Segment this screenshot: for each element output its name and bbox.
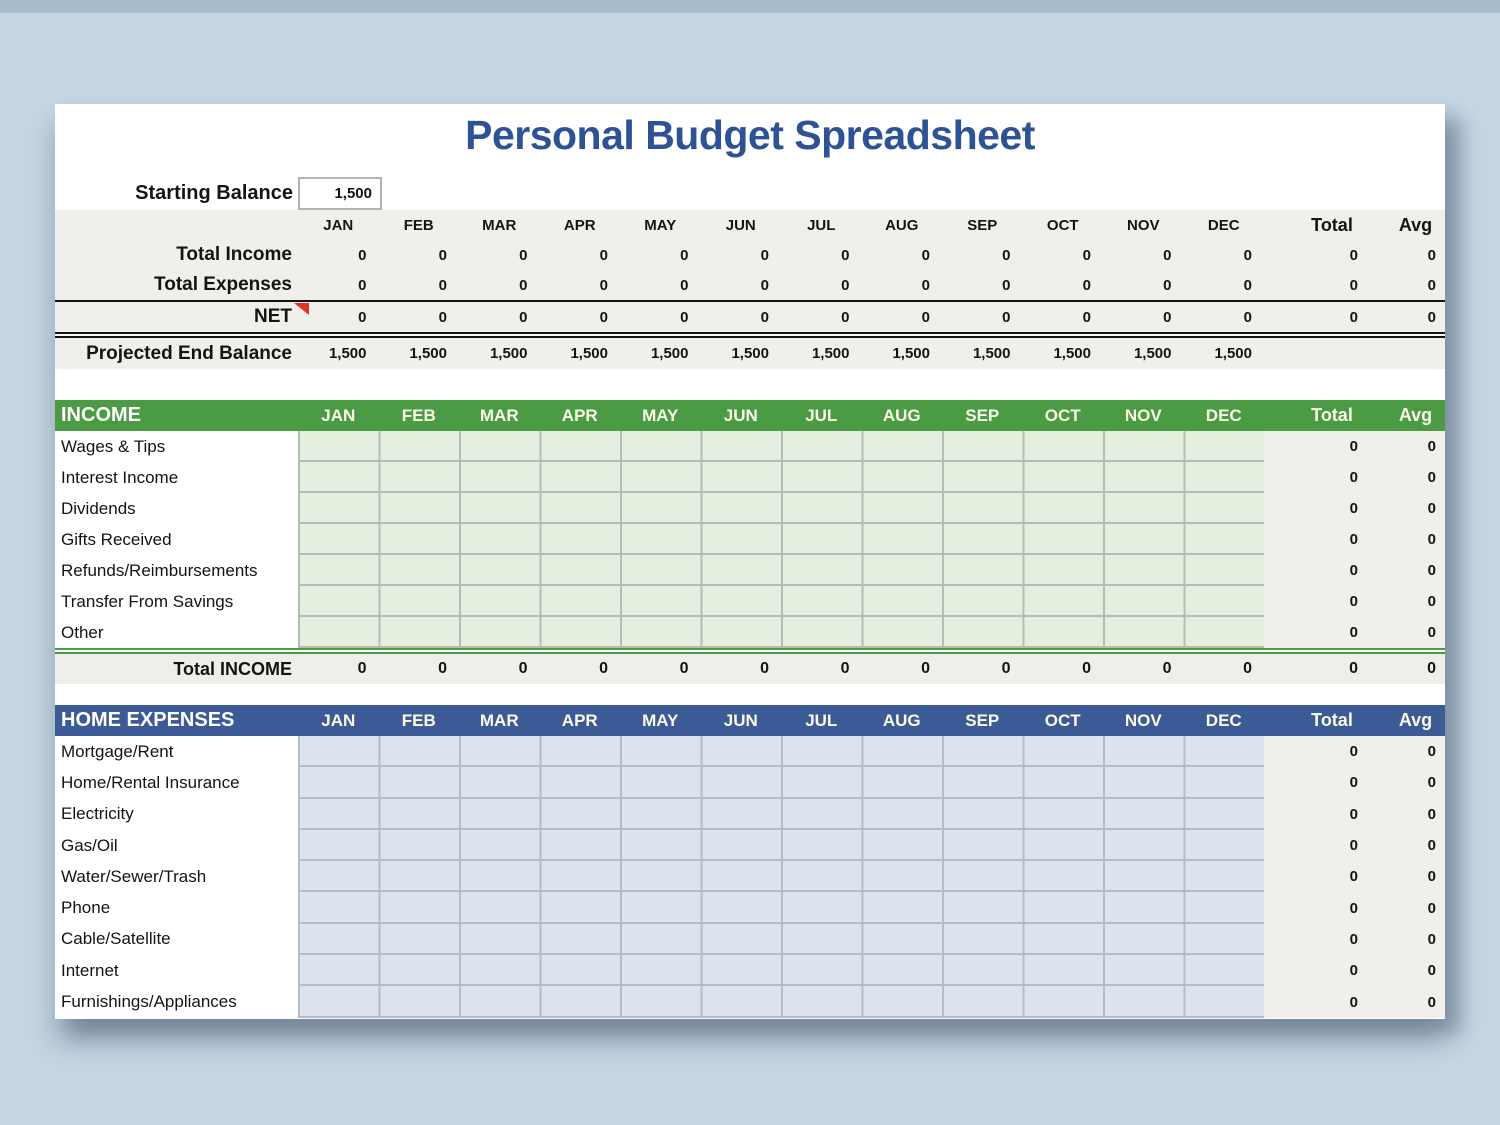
month-header-jan: JAN	[321, 710, 356, 730]
home-expenses-section	[55, 705, 1445, 1018]
empty-total-cell	[1264, 338, 1386, 369]
avg-value-cell: 0	[1427, 660, 1436, 677]
row-total-cell: 0	[1264, 986, 1386, 1017]
total-column-header: Total	[1311, 405, 1353, 425]
month-value-cell: 0	[1082, 308, 1091, 326]
row-label-cell[interactable]: Gifts Received	[55, 524, 298, 555]
starting-balance-label: Starting Balance	[135, 182, 293, 204]
row-total-cell: 0	[1264, 736, 1386, 767]
row-avg-cell: 0	[1386, 617, 1445, 648]
row-label: NET	[254, 306, 292, 327]
month-header-sep: SEP	[965, 710, 1000, 730]
month-header-dec: DEC	[1207, 216, 1240, 234]
month-value-cell: 0	[358, 308, 367, 326]
month-value-cell: 0	[680, 276, 689, 294]
row-avg-cell: 0	[1386, 555, 1445, 586]
expense-row	[55, 767, 1445, 798]
avg-column-header: Avg	[1398, 710, 1433, 730]
expense-row	[55, 955, 1445, 986]
month-value-cell: 0	[438, 660, 447, 677]
month-value-cell: 0	[680, 246, 689, 264]
month-header-sep: SEP	[967, 216, 998, 234]
month-value-cell: 0	[438, 246, 447, 264]
row-avg-cell: 0	[1386, 493, 1445, 524]
total-column-header: Total	[1311, 710, 1353, 730]
month-value-cell: 0	[519, 276, 528, 294]
row-label-cell[interactable]: Gas/Oil	[55, 830, 298, 861]
month-cells-strip[interactable]	[298, 555, 1264, 586]
month-cells-strip[interactable]	[298, 986, 1264, 1017]
income-row	[55, 586, 1445, 617]
row-label-cell[interactable]: Phone	[55, 892, 298, 923]
window-top-strip	[0, 0, 1500, 13]
month-header-mar: MAR	[482, 216, 517, 234]
month-header-nov: NOV	[1124, 710, 1162, 730]
summary-row-total-income	[55, 240, 1445, 270]
month-header-oct: OCT	[1044, 710, 1081, 730]
income-row	[55, 493, 1445, 524]
total-value-cell: 0	[1349, 276, 1358, 294]
month-header-mar: MAR	[479, 710, 519, 730]
expense-row	[55, 736, 1445, 767]
month-header-sep: SEP	[965, 405, 1000, 425]
month-value-cell: 1,500	[731, 345, 769, 362]
month-header-aug: AUG	[882, 405, 921, 425]
month-header-jul: JUL	[807, 216, 836, 234]
month-cells-strip[interactable]	[298, 799, 1264, 830]
expense-row	[55, 986, 1445, 1017]
month-cells-strip[interactable]	[298, 767, 1264, 798]
month-value-cell: 0	[760, 660, 769, 677]
month-cells-strip[interactable]	[298, 493, 1264, 524]
income-row	[55, 431, 1445, 462]
spacer-cell	[55, 210, 298, 240]
month-cells-strip[interactable]	[298, 955, 1264, 986]
row-total-cell: 0	[1264, 462, 1386, 493]
month-header-feb: FEB	[401, 710, 436, 730]
month-value-cell: 1,500	[972, 345, 1011, 362]
month-value-cell: 0	[599, 660, 608, 677]
row-label-cell[interactable]: Mortgage/Rent	[55, 736, 298, 767]
total-column-header: Total	[1311, 214, 1353, 235]
month-cells-strip[interactable]	[298, 830, 1264, 861]
month-cells-strip[interactable]	[298, 617, 1264, 648]
month-value-cell: 1,500	[328, 345, 367, 362]
month-cells-strip[interactable]	[298, 861, 1264, 892]
month-cells-strip[interactable]	[298, 462, 1264, 493]
month-value-cell: 0	[1001, 660, 1011, 677]
row-label-cell[interactable]: Transfer From Savings	[55, 586, 298, 617]
expense-row	[55, 799, 1445, 830]
row-label-cell[interactable]: Other	[55, 617, 298, 648]
row-label-cell[interactable]: Wages & Tips	[55, 431, 298, 462]
total-value-cell: 0	[1349, 246, 1358, 264]
avg-value-cell: 0	[1427, 276, 1436, 294]
row-label-cell[interactable]: Refunds/Reimbursements	[55, 555, 298, 586]
month-header-may: MAY	[642, 405, 679, 425]
month-header-may: MAY	[642, 710, 679, 730]
total-value-cell: 0	[1349, 660, 1358, 677]
month-value-cell: 0	[357, 660, 367, 677]
month-value-cell: 0	[1243, 276, 1252, 294]
month-header-jul: JUL	[805, 710, 838, 730]
row-total-cell: 0	[1264, 924, 1386, 955]
row-label-cell[interactable]: Cable/Satellite	[55, 924, 298, 955]
month-value-cell: 0	[1002, 276, 1011, 294]
row-label-cell[interactable]: Internet	[55, 955, 298, 986]
month-value-cell: 0	[519, 308, 528, 326]
month-value-cell: 0	[1243, 660, 1252, 677]
row-total-cell: 0	[1264, 524, 1386, 555]
month-value-cell: 0	[921, 246, 930, 264]
month-cells-strip[interactable]	[298, 524, 1264, 555]
month-header-apr: APR	[561, 710, 598, 730]
month-header-mar: MAR	[479, 405, 519, 425]
starting-balance-row	[55, 177, 1445, 210]
row-total-cell: 0	[1264, 617, 1386, 648]
net-label-cell	[55, 302, 298, 332]
month-value-cell: 0	[1082, 276, 1091, 294]
row-total-cell: 0	[1264, 555, 1386, 586]
month-value-cell: 1,500	[409, 345, 447, 362]
row-total-cell: 0	[1264, 493, 1386, 524]
row-total-cell: 0	[1264, 799, 1386, 830]
month-value-cell: 1,500	[570, 345, 608, 362]
month-value-cell: 0	[438, 276, 447, 294]
month-value-cell: 0	[599, 308, 608, 326]
month-header-nov: NOV	[1124, 405, 1162, 425]
summary-header-row	[55, 210, 1445, 240]
section-title: INCOME	[61, 404, 141, 426]
month-value-cell: 0	[921, 308, 930, 326]
row-total-cell: 0	[1264, 861, 1386, 892]
month-value-cell: 0	[599, 246, 608, 264]
row-avg-cell: 0	[1386, 830, 1445, 861]
month-value-cell: 0	[841, 276, 850, 294]
row-label-cell[interactable]: Electricity	[55, 799, 298, 830]
month-header-aug: AUG	[882, 710, 921, 730]
month-value-cell: 0	[599, 276, 608, 294]
row-label-cell[interactable]: Home/Rental Insurance	[55, 767, 298, 798]
expense-row	[55, 861, 1445, 892]
month-value-cell: 0	[1243, 246, 1252, 264]
row-avg-cell: 0	[1386, 767, 1445, 798]
month-header-jan: JAN	[321, 405, 356, 425]
row-avg-cell: 0	[1386, 799, 1445, 830]
month-value-cell: 0	[518, 660, 528, 677]
row-label-cell[interactable]: Furnishings/Appliances	[55, 986, 298, 1017]
month-value-cell: 1,500	[811, 345, 850, 362]
row-label-cell[interactable]: Interest Income	[55, 462, 298, 493]
row-total-cell: 0	[1264, 830, 1386, 861]
spreadsheet	[55, 104, 1445, 1019]
row-label: Total Income	[176, 244, 292, 265]
month-value-cell: 0	[519, 246, 528, 264]
row-label-cell[interactable]: Water/Sewer/Trash	[55, 861, 298, 892]
expense-row	[55, 830, 1445, 861]
row-total-cell: 0	[1264, 431, 1386, 462]
income-header-row	[55, 400, 1445, 431]
month-cells-strip[interactable]	[298, 924, 1264, 955]
month-header-oct: OCT	[1044, 405, 1081, 425]
month-value-cell: 1,500	[1053, 345, 1091, 362]
month-value-cell: 1,500	[489, 345, 528, 362]
month-value-cell: 1,500	[650, 345, 689, 362]
income-row	[55, 524, 1445, 555]
row-avg-cell: 0	[1386, 462, 1445, 493]
month-value-cell: 0	[1243, 308, 1252, 326]
row-avg-cell: 0	[1386, 892, 1445, 923]
empty-avg-cell	[1386, 338, 1445, 369]
summary-section	[55, 210, 1445, 369]
month-value-cell: 0	[1163, 246, 1172, 264]
month-header-apr: APR	[563, 216, 596, 234]
month-value-cell: 1,500	[1214, 345, 1252, 362]
month-header-feb: FEB	[401, 405, 436, 425]
summary-row-projected-end-balance	[55, 338, 1445, 369]
row-label: Total INCOME	[173, 658, 292, 679]
page-title: Personal Budget Spreadsheet	[465, 112, 1035, 158]
income-row	[55, 462, 1445, 493]
row-label: Projected End Balance	[86, 342, 292, 364]
row-avg-cell: 0	[1386, 986, 1445, 1017]
month-value-cell: 0	[679, 660, 689, 677]
month-header-aug: AUG	[885, 216, 919, 234]
month-value-cell: 0	[1002, 308, 1011, 326]
month-value-cell: 0	[358, 246, 367, 264]
month-value-cell: 0	[680, 308, 689, 326]
month-header-jun: JUN	[723, 710, 758, 730]
row-label-cell[interactable]: Dividends	[55, 493, 298, 524]
month-value-cell: 0	[840, 660, 850, 677]
month-header-dec: DEC	[1205, 405, 1242, 425]
row-avg-cell: 0	[1386, 431, 1445, 462]
month-header-jul: JUL	[805, 405, 838, 425]
row-total-cell: 0	[1264, 586, 1386, 617]
row-avg-cell: 0	[1386, 924, 1445, 955]
avg-value-cell: 0	[1427, 308, 1436, 326]
row-total-cell: 0	[1264, 892, 1386, 923]
month-value-cell: 0	[841, 308, 850, 326]
expense-row	[55, 892, 1445, 923]
month-value-cell: 0	[921, 276, 930, 294]
month-header-apr: APR	[561, 405, 598, 425]
avg-column-header: Avg	[1398, 214, 1433, 235]
row-avg-cell: 0	[1386, 955, 1445, 986]
month-value-cell: 0	[1082, 660, 1091, 677]
month-cells-strip[interactable]	[298, 586, 1264, 617]
row-avg-cell: 0	[1386, 861, 1445, 892]
expense-row	[55, 924, 1445, 955]
income-total-row	[55, 654, 1445, 684]
home-expenses-header-row	[55, 705, 1445, 736]
month-header-feb: FEB	[403, 216, 434, 234]
avg-column-header: Avg	[1398, 405, 1433, 425]
row-avg-cell: 0	[1386, 586, 1445, 617]
month-header-jun: JUN	[723, 405, 758, 425]
income-row	[55, 617, 1445, 648]
month-header-dec: DEC	[1205, 710, 1242, 730]
starting-balance-input[interactable]: 1,500	[298, 177, 382, 210]
avg-value-cell: 0	[1427, 246, 1436, 264]
row-total-cell: 0	[1264, 955, 1386, 986]
month-header-jan: JAN	[323, 216, 354, 234]
month-header-nov: NOV	[1126, 216, 1160, 234]
row-total-cell: 0	[1264, 767, 1386, 798]
summary-row-total-expenses	[55, 270, 1445, 300]
month-header-oct: OCT	[1046, 216, 1079, 234]
month-value-cell: 0	[358, 276, 367, 294]
month-value-cell: 0	[1163, 276, 1172, 294]
month-value-cell: 0	[921, 660, 930, 677]
month-value-cell: 0	[841, 246, 850, 264]
month-header-jun: JUN	[725, 216, 756, 234]
month-cells-strip[interactable]	[298, 892, 1264, 923]
month-value-cell: 1,500	[892, 345, 930, 362]
income-row	[55, 555, 1445, 586]
month-value-cell: 0	[1163, 308, 1172, 326]
month-cells-strip[interactable]	[298, 431, 1264, 462]
month-value-cell: 0	[760, 246, 769, 264]
income-section	[55, 400, 1445, 684]
month-value-cell: 1,500	[1133, 345, 1172, 362]
month-cells-strip[interactable]	[298, 736, 1264, 767]
summary-row-net	[55, 302, 1445, 332]
section-title: HOME EXPENSES	[61, 709, 235, 731]
row-avg-cell: 0	[1386, 524, 1445, 555]
month-value-cell: 0	[1162, 660, 1172, 677]
month-value-cell: 0	[1082, 246, 1091, 264]
row-avg-cell: 0	[1386, 736, 1445, 767]
month-value-cell: 0	[760, 276, 769, 294]
row-label: Total Expenses	[154, 274, 292, 295]
total-value-cell: 0	[1349, 308, 1358, 326]
month-value-cell: 0	[1002, 246, 1011, 264]
month-value-cell: 0	[438, 308, 447, 326]
month-value-cell: 0	[760, 308, 769, 326]
month-header-may: MAY	[644, 216, 677, 234]
